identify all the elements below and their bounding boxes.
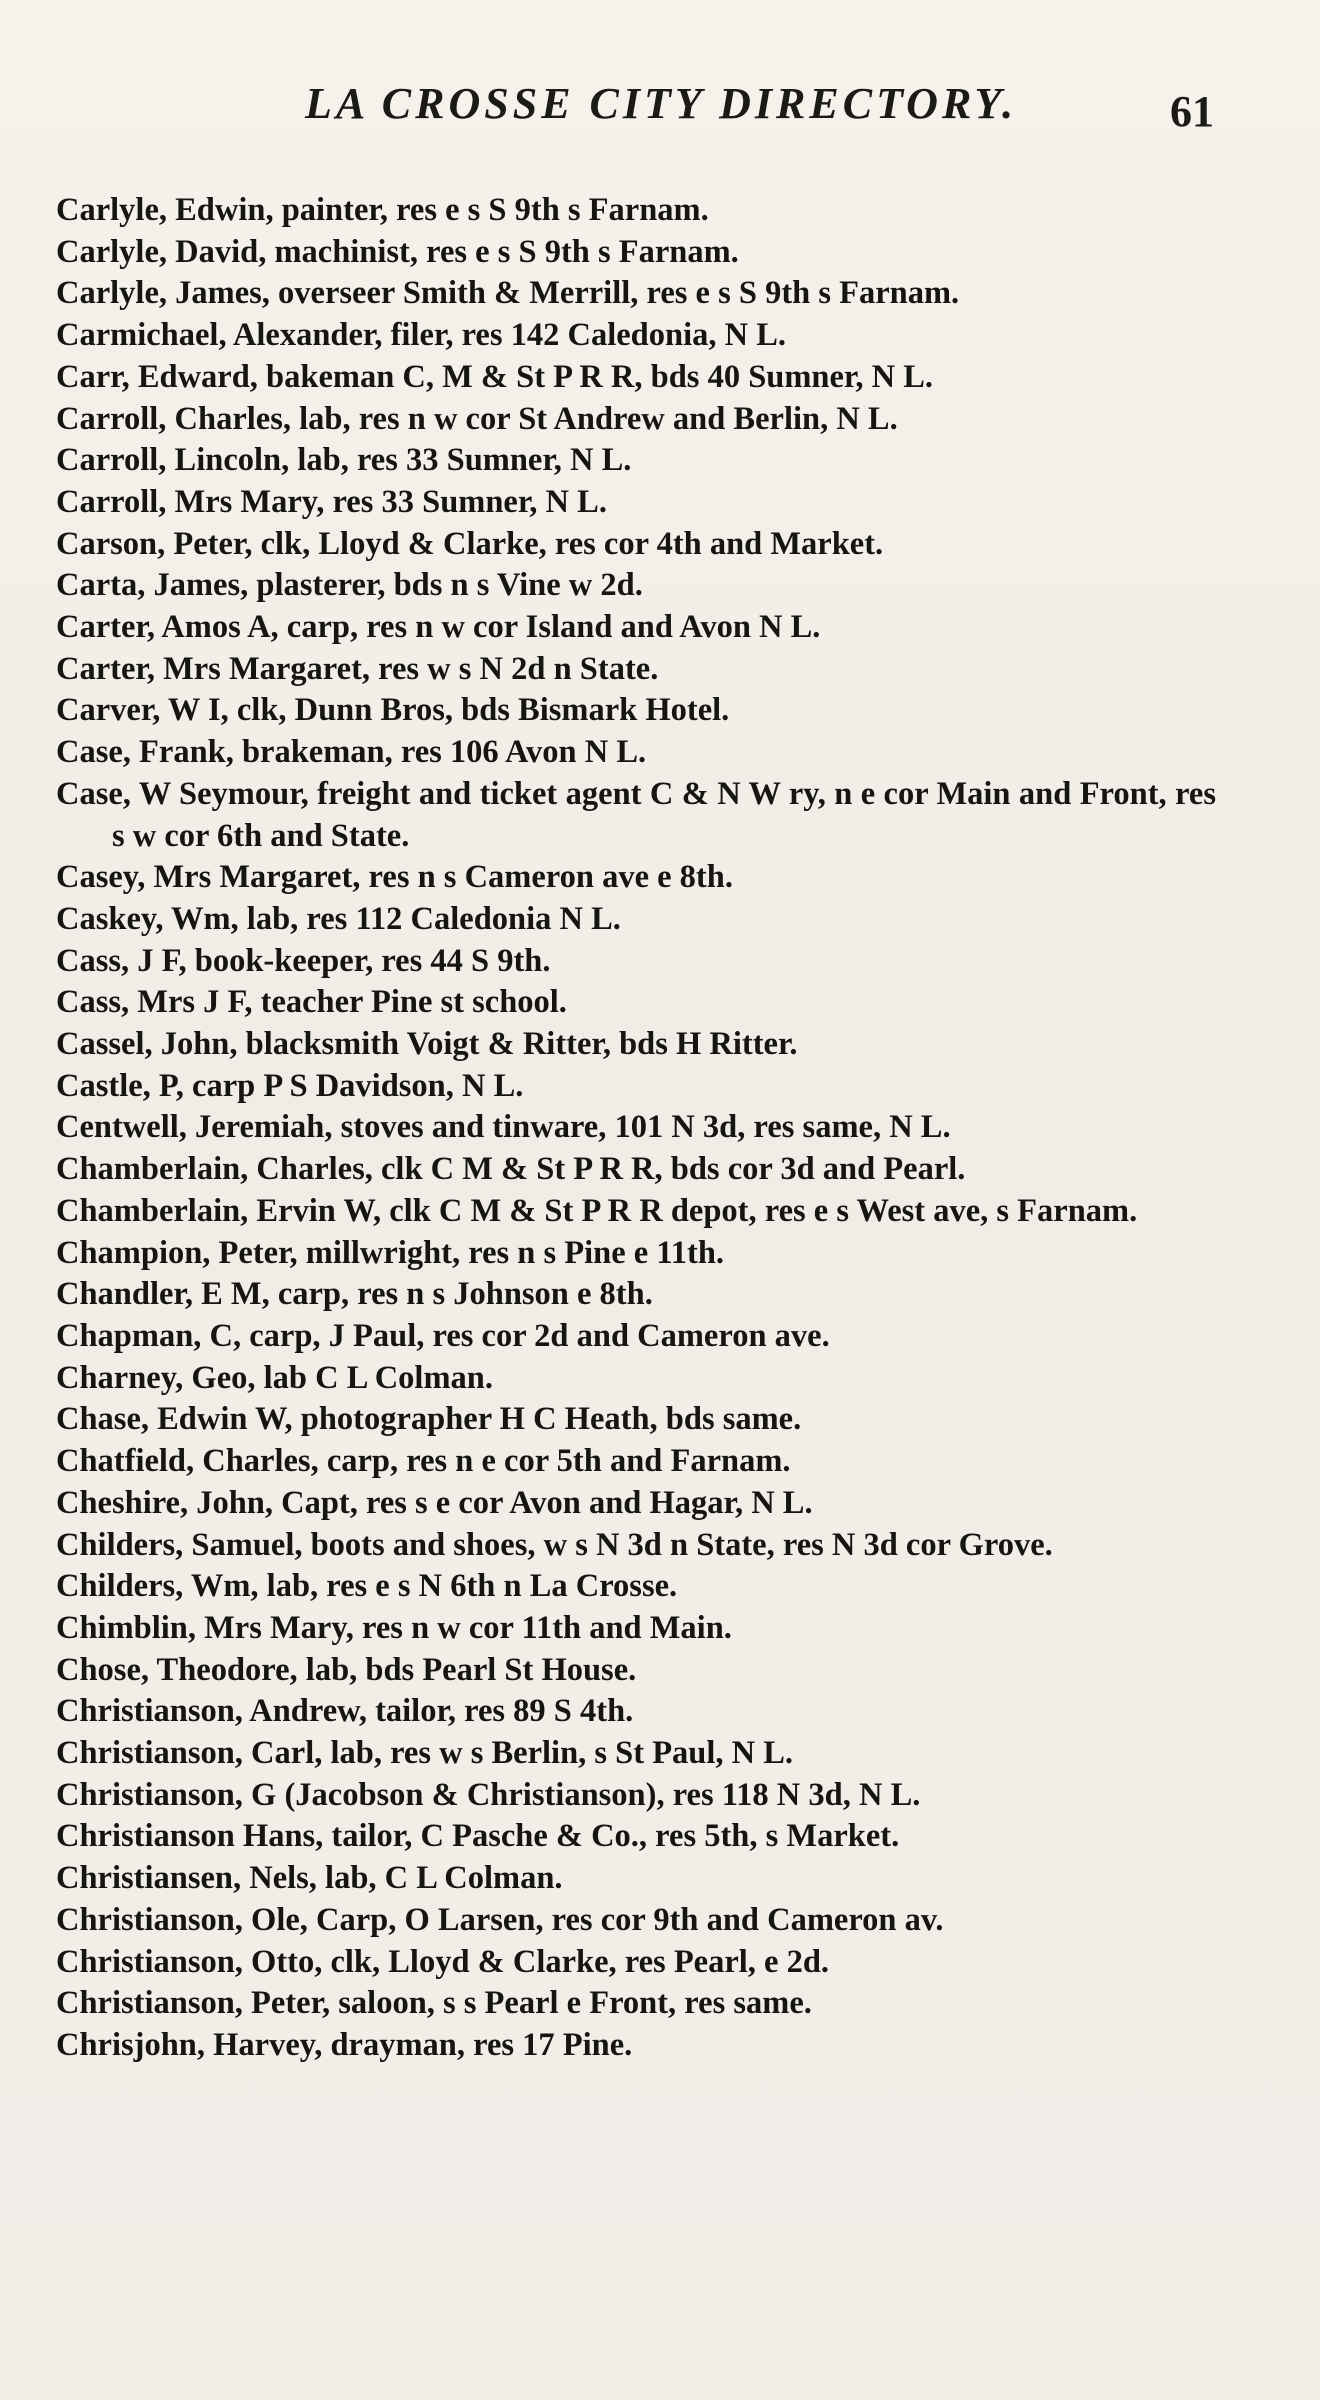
directory-entry: Carmichael, Alexander, filer, res 142 Caledonia, N L. (56, 317, 787, 354)
directory-entry: Christianson, Otto, clk, Lloyd & Clarke, res Pearl, e 2d. (56, 1943, 830, 1980)
directory-entry: Cassel, John, blacksmith Voigt & Ritter, bds H Ritter. (56, 1026, 798, 1063)
directory-entry: Chose, Theodore, lab, bds Pearl St House. (56, 1651, 637, 1688)
directory-entry: Christianson, Andrew, tailor, res 89 S 4th. (56, 1693, 634, 1730)
directory-entry: Christiansen, Nels, lab, C L Colman. (56, 1860, 563, 1897)
directory-entry: Chapman, C, carp, J Paul, res cor 2d and Cameron ave. (56, 1317, 830, 1354)
directory-entry: Christianson, Peter, saloon, s s Pearl e Front, res same. (56, 1985, 812, 2022)
directory-entry: Childers, Wm, lab, res e s N 6th n La Crosse. (56, 1568, 678, 1605)
directory-entry: Chrisjohn, Harvey, drayman, res 17 Pine. (56, 2026, 633, 2063)
directory-entry: Chatfield, Charles, carp, res n e cor 5th and Farnam. (56, 1443, 791, 1480)
directory-entry: Chandler, E M, carp, res n s Johnson e 8th. (56, 1276, 653, 1313)
directory-entry: Carter, Amos A, carp, res n w cor Island and Avon N L. (56, 609, 821, 646)
directory-entry: Carroll, Lincoln, lab, res 33 Sumner, N L. (56, 442, 632, 479)
directory-entry: Christianson, Carl, lab, res w s Berlin, s St Paul, N L. (56, 1735, 794, 1772)
directory-entry: Carson, Peter, clk, Lloyd & Clarke, res cor 4th and Market. (56, 525, 884, 562)
directory-entry: Carlyle, James, overseer Smith & Merrill, res e s S 9th s Farnam. (56, 275, 960, 312)
directory-entry: Caskey, Wm, lab, res 112 Caledonia N L. (56, 900, 621, 937)
directory-entry: Champion, Peter, millwright, res n s Pine e 11th. (56, 1234, 725, 1271)
directory-entry: Charney, Geo, lab C L Colman. (56, 1359, 493, 1396)
directory-entry: Case, W Seymour, freight and ticket agent C & N W ry, n e cor Main and Front, res s w cor 6th and State. (56, 775, 1216, 854)
directory-entry: Carver, W I, clk, Dunn Bros, bds Bismark Hotel. (56, 692, 730, 729)
page-header (0, 78, 1320, 148)
directory-entry: Cass, Mrs J F, teacher Pine st school. (56, 984, 567, 1021)
directory-entry: Centwell, Jeremiah, stoves and tinware, 101 N 3d, res same, N L. (56, 1109, 951, 1146)
directory-entry: Cheshire, John, Capt, res s e cor Avon and Hagar, N L. (56, 1484, 813, 1521)
directory-entry: Cass, J F, book-keeper, res 44 S 9th. (56, 942, 551, 979)
directory-entry: Carroll, Mrs Mary, res 33 Sumner, N L. (56, 483, 607, 520)
directory-entry: Carter, Mrs Margaret, res w s N 2d n State. (56, 650, 659, 687)
directory-entry: Chamberlain, Ervin W, clk C M & St P R R depot, res e s West ave, s Farnam. (56, 1192, 1138, 1229)
directory-entry: Carroll, Charles, lab, res n w cor St Andrew and Berlin, N L. (56, 400, 898, 437)
directory-entry: Christianson, G (Jacobson & Christianson), res 118 N 3d, N L. (56, 1776, 921, 1813)
directory-entry: Case, Frank, brakeman, res 106 Avon N L. (56, 734, 647, 771)
directory-entry: Carta, James, plasterer, bds n s Vine w 2d. (56, 567, 643, 604)
directory-entry: Christianson, Ole, Carp, O Larsen, res cor 9th and Cameron av. (56, 1901, 944, 1938)
directory-entry: Casey, Mrs Margaret, res n s Cameron ave e 8th. (56, 859, 733, 896)
directory-entry: Carlyle, Edwin, painter, res e s S 9th s Farnam. (56, 192, 709, 228)
directory-entry: Chase, Edwin W, photographer H C Heath, bds same. (56, 1401, 802, 1438)
directory-entry: Carr, Edward, bakeman C, M & St P R R, bds 40 Sumner, N L. (56, 358, 934, 395)
directory-entries (56, 190, 1216, 2067)
directory-entry: Christianson Hans, tailor, C Pasche & Co., res 5th, s Market. (56, 1818, 900, 1855)
directory-entry: Castle, P, carp P S Davidson, N L. (56, 1067, 524, 1104)
directory-entry: Childers, Samuel, boots and shoes, w s N 3d n State, res N 3d cor Grove. (56, 1526, 1053, 1563)
running-title: LA CROSSE CITY DIRECTORY. (305, 79, 1018, 128)
directory-entry: Carlyle, David, machinist, res e s S 9th s Farnam. (56, 233, 739, 270)
page-number: 61 (1170, 87, 1214, 136)
directory-entry: Chimblin, Mrs Mary, res n w cor 11th and Main. (56, 1609, 732, 1646)
directory-entry: Chamberlain, Charles, clk C M & St P R R, bds cor 3d and Pearl. (56, 1151, 966, 1188)
